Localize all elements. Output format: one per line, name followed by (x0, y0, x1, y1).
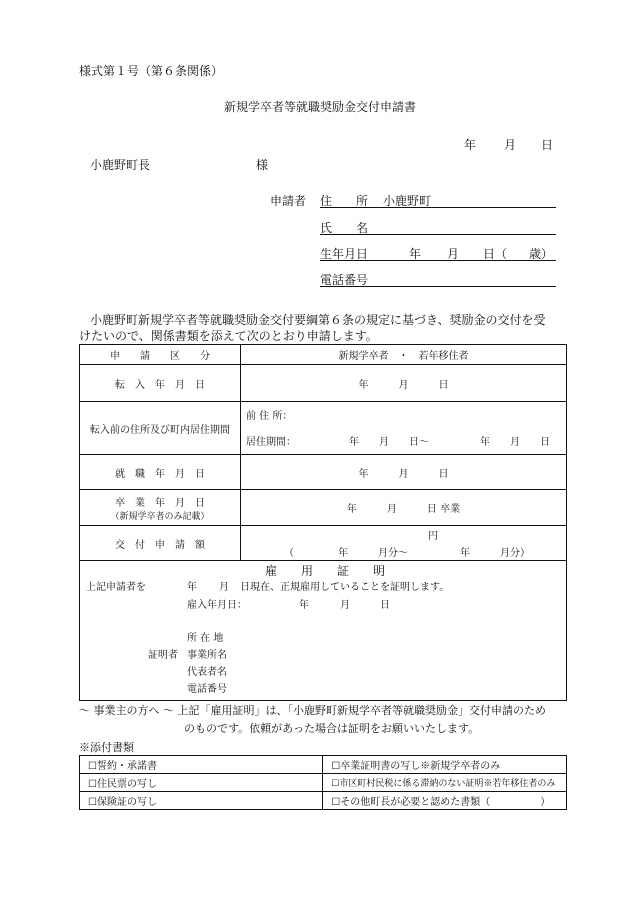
hire-month: 月 (340, 600, 350, 611)
table-header-row (80, 345, 567, 365)
graduation-note: （新規学卒者のみ記載） (110, 511, 210, 522)
header-category: 申 請 区 分 (80, 345, 241, 365)
phone-label: 電話番号 (320, 273, 369, 287)
hire-day: 日 (380, 600, 390, 611)
addressee-name: 小鹿野町長 (90, 158, 151, 172)
amount-unit: 円 (428, 531, 438, 542)
attachments-table (79, 755, 567, 810)
date-day: 日 (541, 138, 554, 152)
form-number: 様式第１号（第６条関係） (79, 64, 224, 78)
graduation-label: 卒 業 年 月 日 (115, 497, 205, 509)
amount-cell (241, 526, 567, 561)
intro-line-2: けたいので、関係書類を添えて次のとおり申請します。 (79, 329, 378, 343)
amount-from: 年 月分〜 (338, 548, 408, 559)
employment-label: 就 職 年 月 日 (80, 455, 241, 490)
period-label: 居住期間： (246, 437, 296, 448)
attachment-other: ☐その他町長が必要と認めた書類（ ） (323, 792, 567, 810)
attachment-insurance-card: ☐保険証の写し (80, 792, 323, 810)
prev-address-field: 前 住 所： (246, 411, 293, 422)
dob-year: 年 (409, 247, 422, 261)
address-value: 小鹿野町 (383, 194, 432, 208)
move-in-label: 転 入 年 月 日 (80, 365, 241, 402)
page-title: 新規学卒者等就職奨励金交付申請書 (224, 100, 417, 114)
cert-year: 年 (187, 582, 197, 593)
intro-line-1: 小鹿野町新規学卒者等就職奨励金交付要綱第６条の規定に基づき、奨励金の交付を受 (90, 313, 546, 327)
move-in-row (80, 365, 567, 402)
graduation-value: 年 月 日 卒業 (241, 490, 567, 526)
cert-sentence: 日現在、正規雇用していることを証明します。 (240, 582, 450, 593)
header-type: 新規学卒者 ・ 若年移住者 (241, 345, 567, 365)
period-from: 年 月 日〜 (349, 437, 429, 448)
attachment-graduation-cert: ☐卒業証明書の写し※新規学卒者のみ (323, 756, 567, 774)
dob-age: 歳） (529, 247, 554, 261)
dob-label: 生年月日 (320, 247, 369, 261)
attachments-title: ※添付書類 (79, 741, 134, 754)
cert-applicant-label: 上記申請者を (86, 582, 146, 593)
address-underline (320, 207, 556, 208)
graduation-label-cell (80, 490, 241, 526)
date-year: 年 (464, 138, 477, 152)
cert-address-label: 所 在 地 (187, 633, 224, 644)
graduation-row (80, 490, 567, 526)
addressee-honorific: 様 (256, 158, 269, 172)
certifier-label: 証明者 (148, 650, 178, 661)
name-label: 氏 名 (320, 221, 369, 235)
phone-underline (320, 286, 556, 287)
application-table (79, 344, 567, 701)
cert-company-label: 事業所名 (187, 650, 227, 661)
date-month: 月 (504, 138, 517, 152)
period-to: 年 月 日 (480, 437, 550, 448)
applicant-label: 申請者 (270, 194, 307, 208)
name-underline (320, 234, 556, 235)
attachment-tax-cert: ☐市区町村民税に係る滞納のない証明※若年移住者のみ (323, 774, 567, 792)
notice-line-1: 〜 事業主の方へ 〜 上記「雇用証明」は、「小鹿野町新規学卒者等就職奨励金」交付申請のため (79, 704, 546, 717)
amount-label: 交 付 申 請 額 (80, 526, 241, 561)
attachments-row (80, 792, 567, 810)
dob-day: 日（ (483, 247, 508, 261)
employment-row (80, 455, 567, 490)
prev-address-label: 転入前の住所及び町内居住期間 (80, 402, 241, 455)
amount-to: 年 月分） (460, 548, 530, 559)
address-label: 住 所 (320, 194, 369, 208)
move-in-value: 年 月 日 (241, 365, 567, 402)
attachment-resident-record: ☐住民票の写し (80, 774, 323, 792)
attachment-pledge: ☐誓約・承諾書 (80, 756, 323, 774)
certification-cell (80, 561, 567, 701)
certification-title: 雇 用 証 明 (265, 564, 386, 578)
certification-row (80, 561, 567, 701)
notice-line-2: のものです。依頼があった場合は証明をお願いいたします。 (184, 722, 480, 735)
hire-year: 年 (299, 600, 309, 611)
prev-address-row (80, 402, 567, 455)
dob-month: 月 (447, 247, 460, 261)
cert-month: 月 (219, 582, 229, 593)
dob-underline (320, 260, 556, 261)
amount-row (80, 526, 567, 561)
employment-value: 年 月 日 (241, 455, 567, 490)
amount-paren: （ (284, 548, 294, 559)
prev-address-cell (241, 402, 567, 455)
attachments-row (80, 774, 567, 792)
cert-phone-label: 電話番号 (187, 684, 227, 695)
hire-date-label: 雇入年月日： (187, 600, 247, 611)
cert-rep-label: 代表者名 (187, 667, 227, 678)
attachments-row (80, 756, 567, 774)
